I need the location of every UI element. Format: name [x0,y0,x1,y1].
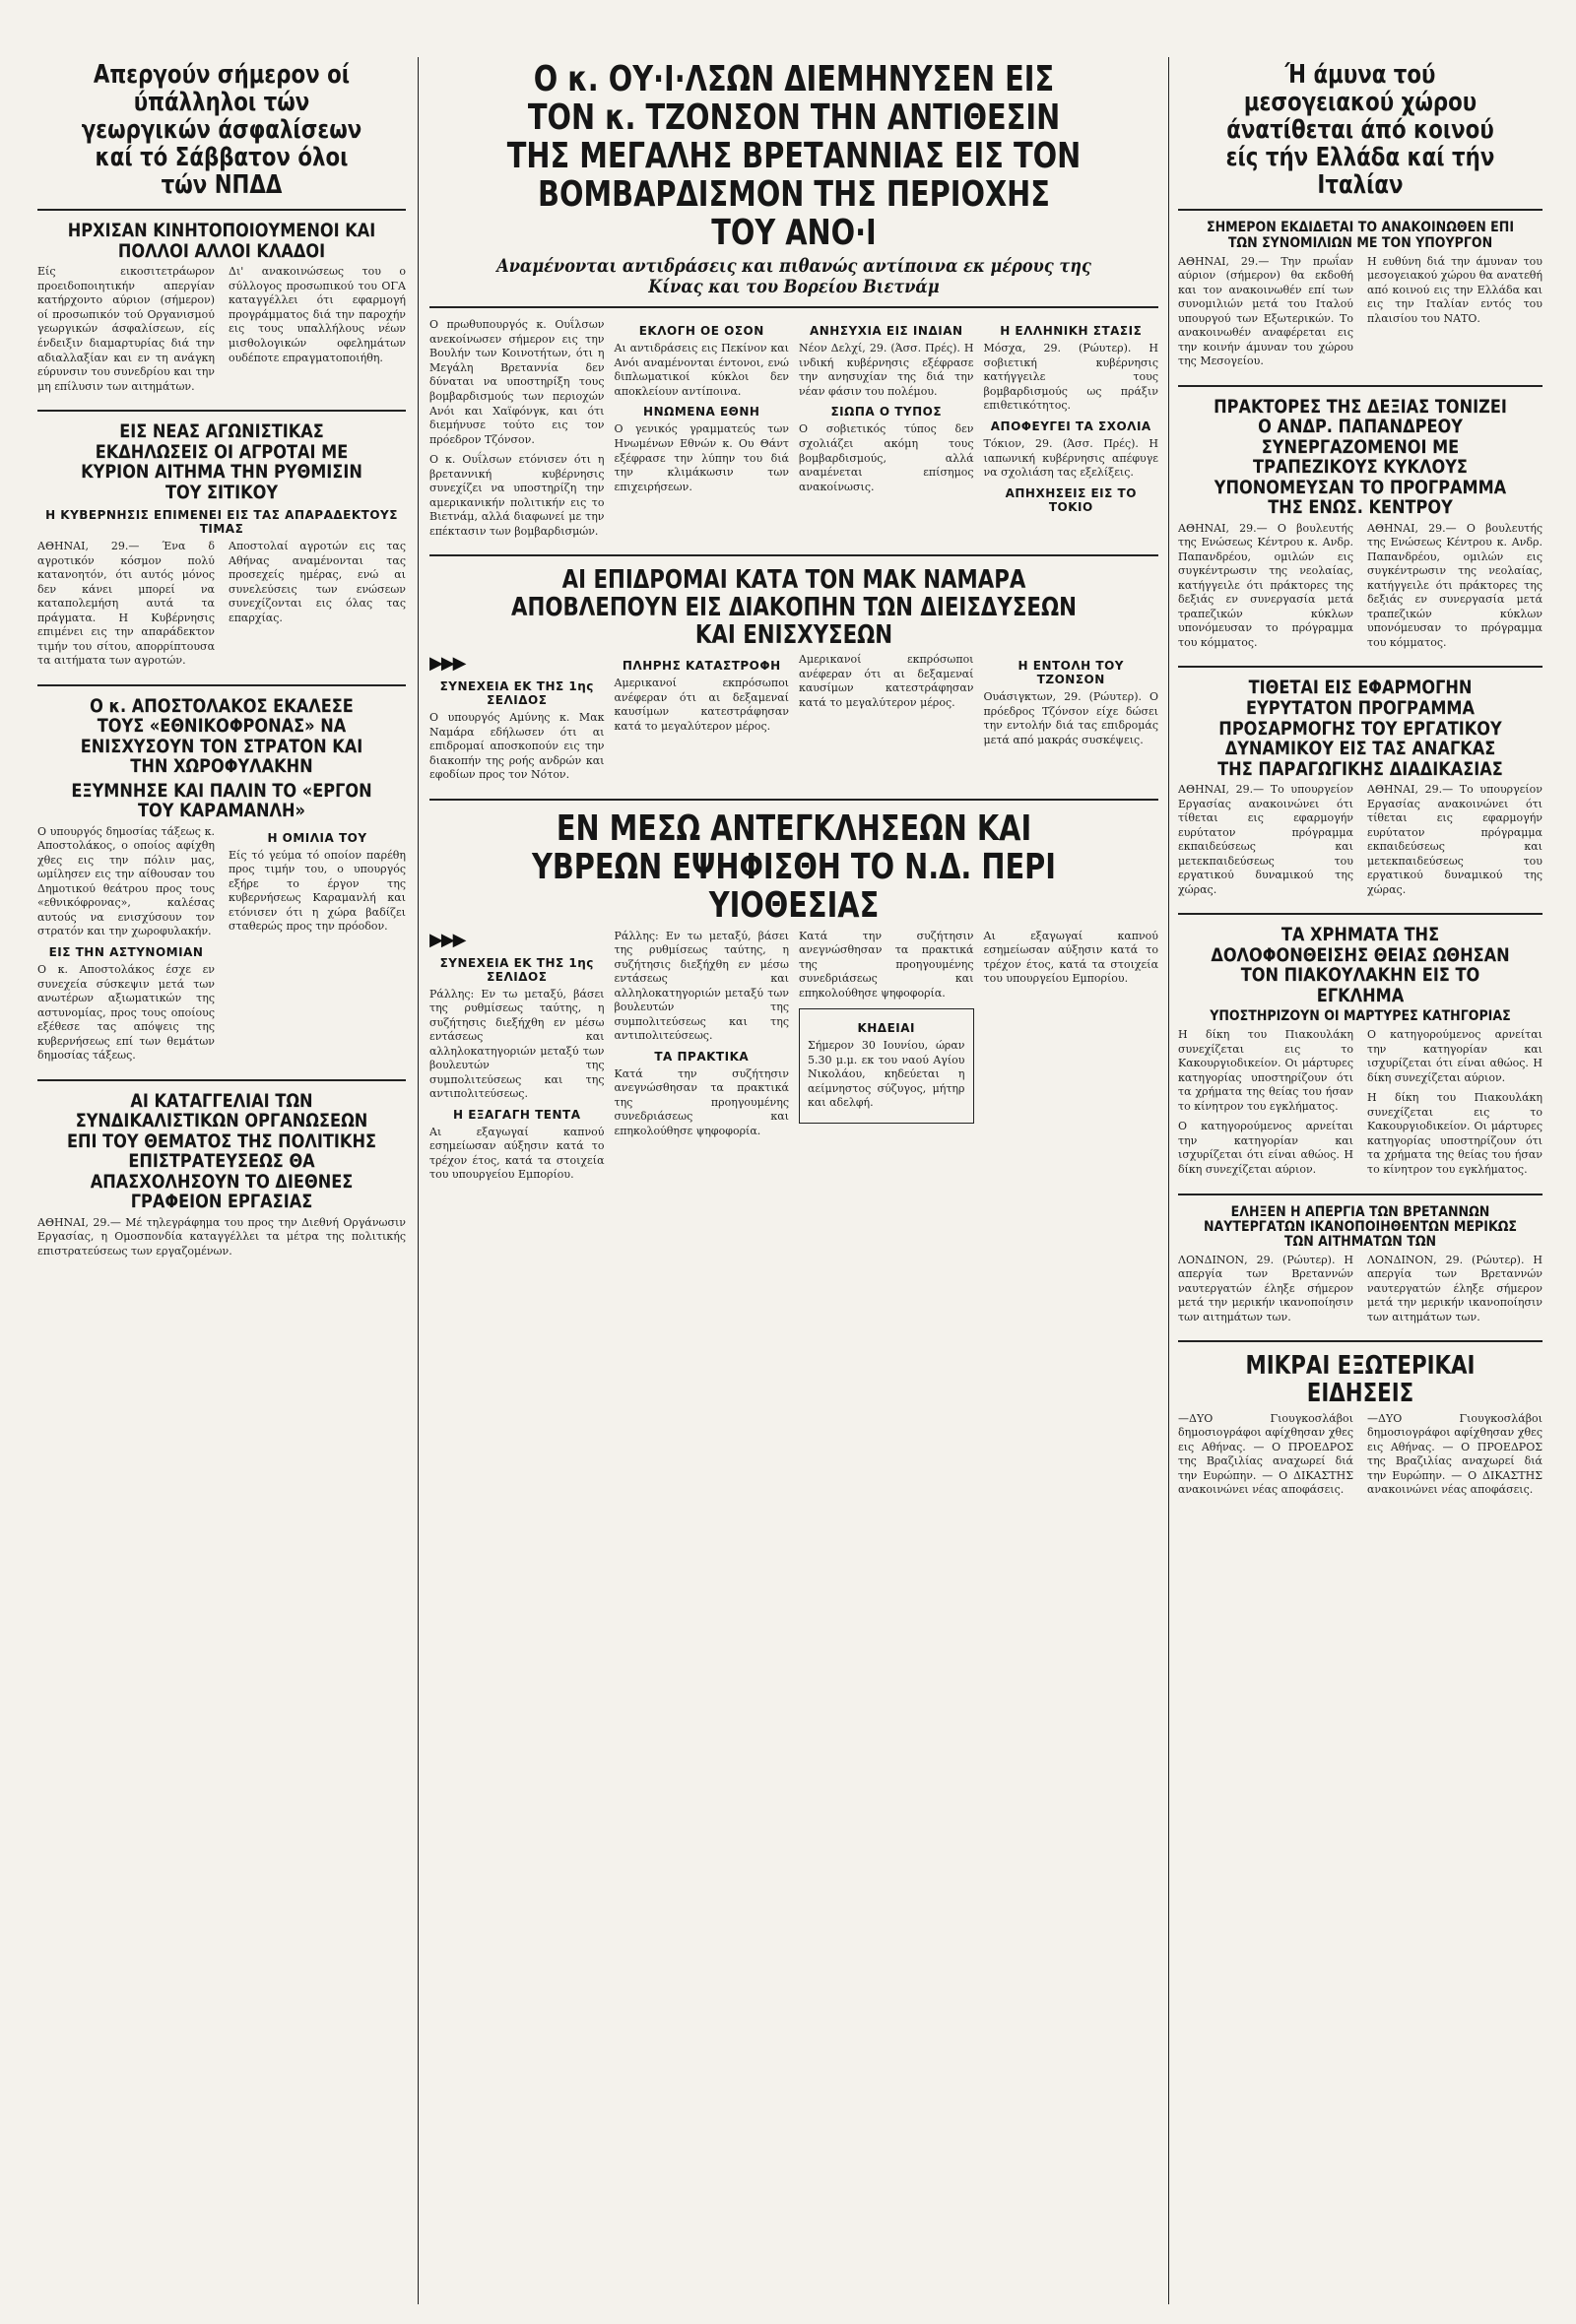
article-text: ΑΘΗΝΑΙ, 29.— Ο βουλευτής της Ενώσεως Κέντρου κ. Ανδρ. Παπανδρέου, ομιλών εις συγκέντρωσιν της νεολαίας, κατήγγειλε ότι πράκτορες της δεξιάς εν συνεργασία μετά τραπεζικών κύκλων υπονόμευσαν το πρόγραμμα του κόμματος. [1178,521,1353,649]
article-text: Ο κατηγορούμενος αρνείται την κατηγορίαν και ισχυρίζεται ότι είναι αθώος. Η δίκη συνεχίζεται αύριον. [1178,1120,1353,1176]
article-text: ΛΟΝΔΙΝΟΝ, 29. (Ρώυτερ). Η απεργία των Βρεταννών ναυτεργατών έληξε σήμερον μετά την μερικήν ικανοποίησιν των αιτημάτων των. [1367,1253,1543,1323]
article-text: Αμερικανοί εκπρόσωποι ανέφεραν ότι αι δεξαμεναί καυσίμων κατεστράφησαν κατά το μεγαλύτερον μέρος. [799,653,974,709]
article-text: Ο υπουργός δημοσίας τάξεως κ. Αποστολάκος, ο οποίος αφίχθη χθες εις την πόλιν μας, ωμίλησεν εις την αίθουσαν του Δημοτικού θεάτρου προς τους «εθνικόφρονας», καλέσας αυτούς να ενισχύσουν τον στρατόν και την χωροφυλακήν. [37,824,215,938]
section-subhead: ΑΝΗΣΥΧΙΑ ΕΙΣ ΙΝΔΙΑΝ [809,324,963,339]
continuation-arrows-icon: ▶▶▶ [429,653,465,675]
article-text: Ο κατηγορούμενος αρνείται την κατηγορίαν και ισχυρίζεται ότι είναι αθώος. Η δίκη συνεχίζεται αύριον. [1367,1028,1543,1084]
article-subheadline: Η ΚΥΒΕΡΝΗΣΙΣ ΕΠΙΜΕΝΕΙ ΕΙΣ ΤΑΣ ΑΠΑΡΑΔΕΚΤΟΥΣ ΤΙΜΑΣ [45,508,398,537]
divider [1178,209,1543,211]
article-headline: Ο κ. ΑΠΟΣΤΟΛΑΚΟΣ ΕΚΑΛΕΣΕ ΤΟΥΣ «ΕΘΝΙΚΟΦΡΟΝΑΣ» ΝΑ ΕΝΙΣΧΥΣΟΥΝ ΤΟΝ ΣΤΡΑΤΟΝ ΚΑΙ ΤΗΝ ΧΩΡΟΦΥΛΑΚΗΝ [80,694,363,778]
article-text: Ο κ. Αποστολάκος έσχε εν συνεχεία σύσκεψιν μετά των ανωτέρων αξιωματικών της αστυνομίας, προς τους οποίους εξέθεσε τας απόψεις της κυβερνήσεως επί των θεμάτων δημοσίας τάξεως. [37,962,215,1063]
article-body [1178,1254,1543,1331]
continuation-label: ΣΥΝΕΧΕΙΑ ΕΚ ΤΗΣ 1ης ΣΕΛΙΔΟΣ [439,679,594,708]
article-text: —ΔΥΟ Γιουγκοσλάβοι δημοσιογράφοι αφίχθησαν χθες εις Αθήνας. — Ο ΠΡΟΕΔΡΟΣ της Βραζιλίας αναχωρεί διά την Ευρώπην. — Ο ΔΙΚΑΣΤΗΣ ανακοινώνει νέας αποφάσεις. [1178,1411,1353,1497]
article-body [37,825,406,1069]
article-subheadline: ΣΗΜΕΡΟΝ ΕΚΔΙΔΕΤΑΙ ΤΟ ΑΝΑΚΟΙΝΩΘΕΝ ΕΠΙ ΤΩΝ ΣΥΝΟΜΙΛΙΩΝ ΜΕ ΤΟΝ ΥΠΟΥΡΓΟΝ [1206,220,1515,251]
article-headline: ΤΙΘΕΤΑΙ ΕΙΣ ΕΦΑΡΜΟΓΗΝ ΕΥΡΥΤΑΤΟΝ ΠΡΟΓΡΑΜΜΑ ΠΡΟΣΑΡΜΟΓΗΣ ΤΟΥ ΕΡΓΑΤΙΚΟΥ ΔΥΝΑΜΙΚΟΥ ΕΙΣ ΤΑΣ ΑΝΑΓΚΑΣ ΤΗΣ ΠΑΡΑΓΩΓΙΚΗΣ ΔΙΑΔΙΚΑΣΙΑΣ [1217,677,1503,780]
divider [1178,385,1543,387]
divider [429,799,1158,801]
section-subhead: Η ΕΞΑΓΑΓΗ ΤΕΝΤΑ [453,1107,581,1122]
article-text: ΛΟΝΔΙΝΟΝ, 29. (Ρώυτερ). Η απεργία των Βρεταννών ναυτεργατών έληξε σήμερον μετά την μερικήν ικανοποίησιν των αιτημάτων των. [1178,1253,1353,1323]
article-text: Σήμερον 30 Ιουνίου, ώραν 5.30 μ.μ. εκ του ναού Αγίου Νικολάου, κηδεύεται η αείμνηστος σύζυγος, μήτηρ και αδελφή. [808,1039,965,1110]
left-column [37,57,406,2304]
article-text: Είς τό γεύμα τό οποίον παρέθη προς τιμήν του, ο υπουργός εξήρε το έργον της κυβερνήσεως Καραμανλή και ετόνισεν ότι η χώρα βαδίζει σταθερώς προς την πρόοδον. [229,848,406,934]
article-headline: ΤΑ ΧΡΗΜΑΤΑ ΤΗΣ ΔΟΛΟΦΟΝΘΕΙΣΗΣ ΘΕΙΑΣ ΩΘΗΣΑΝ ΤΟΝ ΠΙΑΚΟΥΛΑΚΗΝ ΕΙΣ ΤΟ ΕΓΚΛΗΜΑ [1211,924,1510,1006]
article-text: ΑΘΗΝΑΙ, 29.— Το υπουργείον Εργασίας ανακοινώνει ότι τίθεται εις εφαρμογήν ευρύτατον πρόγραμμα εκπαιδεύσεως και μετεκπαιδεύσεως του εργατικού δυναμικού της χώρας. [1178,783,1353,896]
right-column [1178,57,1543,2304]
banner-headline: ΑΙ ΕΠΙΔΡΟΜΑΙ ΚΑΤΑ ΤΟΝ ΜΑΚ ΝΑΜΑΡΑ ΑΠΟΒΛΕΠΟΥΝ ΕΙΣ ΔΙΑΚΟΠΗΝ ΤΩΝ ΔΙΕΙΣΔΥΣΕΩΝ ΚΑΙ ΕΝΙΣΧΥΣΕΩΝ [511,565,1077,651]
article-text: Αι αντιδράσεις εις Πεκίνον και Ανόι αναμένονται έντονοι, ενώ διπλωματικοί κύκλοι δεν αποκλείουν αντίποινα. [614,342,789,398]
section-subhead: Η ΟΜΙΛΙΑ ΤΟΥ [267,830,367,845]
section-subhead: Η ΕΛΛΗΝΙΚΗ ΣΤΑΣΙΣ [1000,324,1143,339]
article-text: Αι εξαγωγαί καπνού εσημείωσαν αύξησιν κατά το τρέχον έτος, κατά τα στοιχεία του υπουργείου Εμπορίου. [983,929,1158,986]
article-text: Η ευθύνη διά την άμυναν του μεσογειακού χώρου θα ανατεθή από κοινού εις την Ελλάδα και εις την Ιταλίαν εντός του πλαισίου του ΝΑΤΟ. [1367,254,1543,325]
article-text: ΑΘΗΝΑΙ, 29.— Ένα δ αγροτικόν κόσμον πολύ κατανοητόν, ότι αυτός μόνος δεν κάνει μπορεί να καταπολεμήση αυτά τα πράγματα. Η Κυβέρνησις επιμένει εις την απαράδεκτον τιμήν του σίτου, απορρίπτουσα τα αιτήματα των αγροτών. [37,540,215,668]
article-text: Ο πρωθυπουργός κ. Ουΐλσων ανεκοίνωσεν σήμερον εις την Βουλήν των Κοινοτήτων, ότι η Μεγάλη Βρεταννία δεν δύναται να υποστηρίξη τους βομβαρδισμούς των περιοχών Ανόι και Χαϊφόνγκ, και ότι διεμήνυσε τούτο εις τον πρόεδρον Τζόνσον. [429,318,605,446]
divider [1178,666,1543,668]
article-headline: ΑΙ ΚΑΤΑΓΓΕΛΙΑΙ ΤΩΝ ΣΥΝΔΙΚΑΛΙΣΤΙΚΩΝ ΟΡΓΑΝΩΣΕΩΝ ΕΠΙ ΤΟΥ ΘΕΜΑΤΟΣ ΤΗΣ ΠΟΛΙΤΙΚΗΣ ΕΠΙΣΤΡΑΤΕΥΣΕΩΣ ΘΑ ΑΠΑΣΧΟΛΗΣΟΥΝ ΤΟ ΔΙΕΘΝΕΣ ΓΡΑΦΕΙΟΝ ΕΡΓΑΣΙΑΣ [66,1089,376,1213]
article-subheadline: ΗΡΧΙΣΑΝ ΚΙΝΗΤΟΠΟΙΟΥΜΕΝΟΙ ΚΑΙ ΠΟΛΛΟΙ ΑΛΛΟΙ ΚΛΑΔΟΙ [67,220,376,262]
divider [37,410,406,412]
section-subhead: ΗΝΩΜΕΝΑ ΕΘΝΗ [643,405,760,420]
section-subhead: ΕΙΣ ΤΗΝ ΑΣΤΥΝΟΜΙΑΝ [48,944,204,959]
column-rule [418,57,419,2304]
article-headline: Ή άμυνα τού μεσογειακού χώρου άνατίθεται άπό κοινού είς τήν Ελλάδα καί τήν Ιταλίαν [1225,60,1495,201]
article-body [37,265,406,400]
divider [37,1079,406,1081]
article-body [1178,783,1543,903]
article-text: Η δίκη του Πιακουλάκη συνεχίζεται εις το Κακουργιοδικείον. Οι μάρτυρες κατηγορίας υποστηρίζουν ότι τα χρήματα της θείας του ήσαν το κίνητρον του εγκλήματος. [1367,1091,1543,1176]
article-text: Κατά την συζήτησιν ανεγνώσθησαν τα πρακτικά της προηγουμένης συνεδριάσεως και επηκολούθησε ψηφοφορία. [799,929,974,1000]
article-text: Κατά την συζήτησιν ανεγνώσθησαν τα πρακτικά της προηγουμένης συνεδριάσεως και επηκολούθησε ψηφοφορία. [614,1066,789,1137]
article-text: Αι εξαγωγαί καπνού εσημείωσαν αύξησιν κατά το τρέχον έτος, κατά τα στοιχεία του υπουργείου Εμπορίου. [429,1125,605,1182]
article-text: Είς εικοσιτετράωρον προειδοποιητικήν απεργίαν κατήρχοντο αύριον (σήμερον) οί προσωπικόν τού Οργανισμού γεωργικών άσφαλίσεων, είς ένδειξιν διαμαρτυρίας διά την αδιαλλαξίαν και εν τη ανάγκη εύρυνσιν του συνεδρίου και την μη επίλυσιν των αιτημάτων. [37,265,215,393]
section-subhead: ΤΑ ΠΡΑΚΤΙΚΑ [654,1049,750,1064]
article-text: ΑΘΗΝΑΙ, 29.— Μέ τηλεγράφημα του προς την Διεθνή Οργάνωσιν Εργασίας, η Ομοσπονδία καταγγέλλει τα μέτρα της πολιτικής επιστρατεύσεως των εργαζομένων. [37,1215,406,1258]
column-rule [1168,57,1169,2304]
divider [1178,1194,1543,1195]
article-body [1178,1028,1543,1183]
article-headline: ΠΡΑΚΤΟΡΕΣ ΤΗΣ ΔΕΞΙΑΣ ΤΟΝΙΖΕΙ Ο ΑΝΔΡ. ΠΑΠΑΝΔΡΕΟΥ ΣΥΝΕΡΓΑΖΟΜΕΝΟΙ ΜΕ ΤΡΑΠΕΖΙΚΟΥΣ ΚΥΚΛΟΥΣ ΥΠΟΝΟΜΕΥΣΑΝ ΤΟ ΠΡΟΓΡΑΜΜΑ ΤΗΣ ΕΝΩΣ. ΚΕΝΤΡΟΥ [1214,395,1507,519]
article-text: Μόσχα, 29. (Ρώυτερ). Η σοβιετική κυβέρνησις κατήγγειλε τους βομβαρδισμούς ως πράξιν επιθετικότητος. [983,342,1158,413]
article-headline: ΕΝ ΜΕΣΩ ΑΝΤΕΓΚΛΗΣΕΩΝ ΚΑΙ ΥΒΡΕΩΝ ΕΨΗΦΙΣΘΗ ΤΟ Ν.Δ. ΠΕΡΙ ΥΙΟΘΕΣΙΑΣ [532,807,1056,926]
article-headline: ΕΛΗΞΕΝ Η ΑΠΕΡΓΙΑ ΤΩΝ ΒΡΕΤΑΝΝΩΝ ΝΑΥΤΕΡΓΑΤΩΝ ΙΚΑΝΟΠΟΙΗΘΕΝΤΩΝ ΜΕΡΙΚΩΣ ΤΩΝ ΑΙΤΗΜΑΤΩΝ ΤΩΝ [1203,1203,1518,1250]
divider [37,684,406,686]
article-text: Ο σοβιετικός τύπος δεν σχολιάζει ακόμη τους βομβαρδισμούς, αλλά αναμένεται επίσημος ανακοίνωσις. [799,422,974,493]
section-headline: ΜΙΚΡΑΙ ΕΞΩΤΕΡΙΚΑΙ ΕΙΔΗΣΕΙΣ [1245,1351,1476,1409]
section-subhead: ΚΗΔΕΙΑΙ [857,1021,916,1036]
article-subheadline: ΥΠΟΣΤΗΡΙΖΟΥΝ ΟΙ ΜΑΡΤΥΡΕΣ ΚΑΤΗΓΟΡΙΑΣ [1210,1008,1511,1025]
article-text: Νέον Δελχί, 29. (Άσσ. Πρές). Η ινδική κυβέρνησις εξέφρασε την ανησυχίαν της διά την νέαν φάσιν του πολέμου. [799,342,974,398]
article-body [1178,255,1543,375]
section-subhead: ΣΙΩΠΑ Ο ΤΥΠΟΣ [830,405,943,420]
article-text: Ο κ. Ουΐλσων ετόνισεν ότι η βρεταννική κυβέρνησις συνεχίζει να υποστηρίζη την αμερικανικήν πολιτικήν εις το Βιετνάμ, αλλά διαφωνεί με την επέκτασιν των βομβαρδισμών. [429,453,605,538]
main-deck: Αναμένονται αντιδράσεις και πιθανώς αντίποινα εκ μέρους της Κίνας και του Βορείου Βιετνάμ [496,255,1091,297]
article-body [429,653,1158,789]
continuation-arrows-icon: ▶▶▶ [429,929,465,950]
article-text: ΑΘΗΝΑΙ, 29.— Ο βουλευτής της Ενώσεως Κέντρου κ. Ανδρ. Παπανδρέου, ομιλών εις συγκέντρωσιν της νεολαίας, κατήγγειλε ότι πράκτορες της δεξιάς εν συνεργασία μετά τραπεζικών κύκλων υπονόμευσαν το πρόγραμμα του κόμματος. [1367,521,1543,649]
article-text: ΑΘΗΝΑΙ, 29.— Την πρωΐαν αύριον (σήμερον) θα εκδοθή και τον ανακοινωθέν επί των συνομιλιών μετά του Ιταλού υπουργού των Εξωτερικών. Το ανακοινωθέν αναφέρεται εις την κοινήν άμυναν του χώρου της Μεσογείου. [1178,254,1353,368]
article-body [37,540,406,675]
article-text: Αποστολαί αγροτών εις τας Αθήνας αναμένονται τας προσεχείς ημέρας, ενώ αι συνελεύσεις των ενώσεων συνεχίζονται εις όλας τας επαρχίας. [229,540,406,624]
divider [429,554,1158,556]
article-body [1178,1412,1543,1504]
article-text: Ο γενικός γραμματεύς των Ηνωμένων Εθνών κ. Ου Θάντ εξέφρασε την λύπην του διά την κλιμάκωσιν των επιχειρήσεων. [614,422,789,493]
article-body [429,318,1158,545]
article-text: Ράλλης: Εν τω μεταξύ, βάσει της ρυθμίσεως ταύτης, η συζήτησις διεξήχθη εν μέσω εντάσεως και αλληλοκατηγοριών μεταξύ των βουλευτών της συμπολιτεύσεως και της αντιπολιτεύσεως. [429,987,605,1101]
article-subheadline: ΕΞΥΜΝΗΣΕ ΚΑΙ ΠΑΛΙΝ ΤΟ «ΕΡΓΟΝ ΤΟΥ ΚΑΡΑΜΑΝΛΗ» [71,779,372,822]
section-subhead: ΕΚΛΟΓΗ ΟΕ ΟΣΟΝ [638,324,764,339]
article-text: Ουάσιγκτων, 29. (Ρώυτερ). Ο πρόεδρος Τζόνσον είχε δώσει την εντολήν διά τας επιδρομάς μετά από μακράς συσκέψεις. [983,690,1158,746]
article-body [429,930,1158,1189]
section-subhead: Η ΕΝΤΟΛΗ ΤΟΥ ΤΖΟΝΣΟΝ [1018,659,1124,687]
divider [1178,1340,1543,1342]
main-headline: Ο κ. ΟΥ·Ι·ΛΣΩΝ ΔΙΕΜΗΝΥΣΕΝ ΕΙΣ ΤΟΝ κ. ΤΖΟΝΣΟΝ ΤΗΝ ΑΝΤΙΘΕΣΙΝ ΤΗΣ ΜΕΓΑΛΗΣ ΒΡΕΤΑΝΝΙΑΣ ΕΙΣ ΤΟΝ ΒΟΜΒΑΡΔΙΣΜΟΝ ΤΗΣ ΠΕΡΙΟΧΗΣ ΤΟΥ ΑΝΟ·Ι [506,59,1082,253]
article-headline: ΕΙΣ ΝΕΑΣ ΑΓΩΝΙΣΤΙΚΑΣ ΕΚΔΗΛΩΣΕΙΣ ΟΙ ΑΓΡΟΤΑΙ ΜΕ ΚΥΡΙΟΝ ΑΙΤΗΜΑ ΤΗΝ ΡΥΘΜΙΣΙΝ ΤΟΥ ΣΙΤΙΚΟΥ [81,420,362,503]
section-subhead: ΑΠΟΦΕΥΓΕΙ ΤΑ ΣΧΟΛΙΑ [990,419,1151,433]
article-body [1178,522,1543,657]
article-headline: Απεργούν σήμερον οί ύπάλληλοι τών γεωργικών άσφαλίσεων καί τό Σάββατον όλοι τών ΝΠΔΔ [81,60,362,201]
article-text: Ο υπουργός Αμύνης κ. Μακ Ναμάρα εδήλωσεν ότι αι επιδρομαί αποσκοπούν εις την διακοπήν της ροής ανδρών και εφοδίων προς τον Νότον. [429,711,605,782]
divider [1178,913,1543,915]
divider [37,209,406,211]
article-text: Τόκιον, 29. (Άσσ. Πρές). Η ιαπωνική κυβέρνησις απέφυγε να σχολιάση τας εξελίξεις. [983,436,1158,480]
center-column [429,57,1158,2304]
article-text: Ράλλης: Εν τω μεταξύ, βάσει της ρυθμίσεως ταύτης, η συζήτησις διεξήχθη εν μέσω εντάσεως και αλληλοκατηγοριών μεταξύ των βουλευτών της συμπολιτεύσεως και της αντιπολιτεύσεως. [614,929,789,1043]
article-text: Η δίκη του Πιακουλάκη συνεχίζεται εις το Κακουργιοδικείον. Οι μάρτυρες κατηγορίας υποστηρίζουν ότι τα χρήματα της θείας του ήσαν το κίνητρον του εγκλήματος. [1178,1028,1353,1113]
divider [429,306,1158,308]
section-subhead: ΠΛΗΡΗΣ ΚΑΤΑΣΤΡΟΦΗ [622,659,781,674]
article-text: ΑΘΗΝΑΙ, 29.— Το υπουργείον Εργασίας ανακοινώνει ότι τίθεται εις εφαρμογήν ευρύτατον πρόγραμμα εκπαιδεύσεως και μετεκπαιδεύσεως του εργατικού δυναμικού της χώρας. [1367,783,1543,896]
article-text: Αμερικανοί εκπρόσωποι ανέφεραν ότι αι δεξαμεναί καυσίμων κατεστράφησαν κατά το μεγαλύτερον μέρος. [614,677,789,733]
article-text: —ΔΥΟ Γιουγκοσλάβοι δημοσιογράφοι αφίχθησαν χθες εις Αθήνας. — Ο ΠΡΟΕΔΡΟΣ της Βραζιλίας αναχωρεί διά την Ευρώπην. — Ο ΔΙΚΑΣΤΗΣ ανακοινώνει νέας αποφάσεις. [1367,1411,1543,1497]
obituaries-box [799,1008,974,1124]
continuation-label: ΣΥΝΕΧΕΙΑ ΕΚ ΤΗΣ 1ης ΣΕΛΙΔΟΣ [439,955,594,984]
section-subhead: ΑΠΗΧΗΣΕΙΣ ΕΙΣ ΤΟ ΤΟΚΙΟ [1005,485,1137,514]
article-text: Δι' ανακοινώσεως του ο σύλλογος προσωπικού του ΟΓΑ καταγγέλλει ότι εφαρμογή προγράμματος διά την παροχήν εις τους υπαλλήλους νέων μισθολογικών οφελημάτων ουδέποτε επραγματοποιήθη. [229,265,406,364]
